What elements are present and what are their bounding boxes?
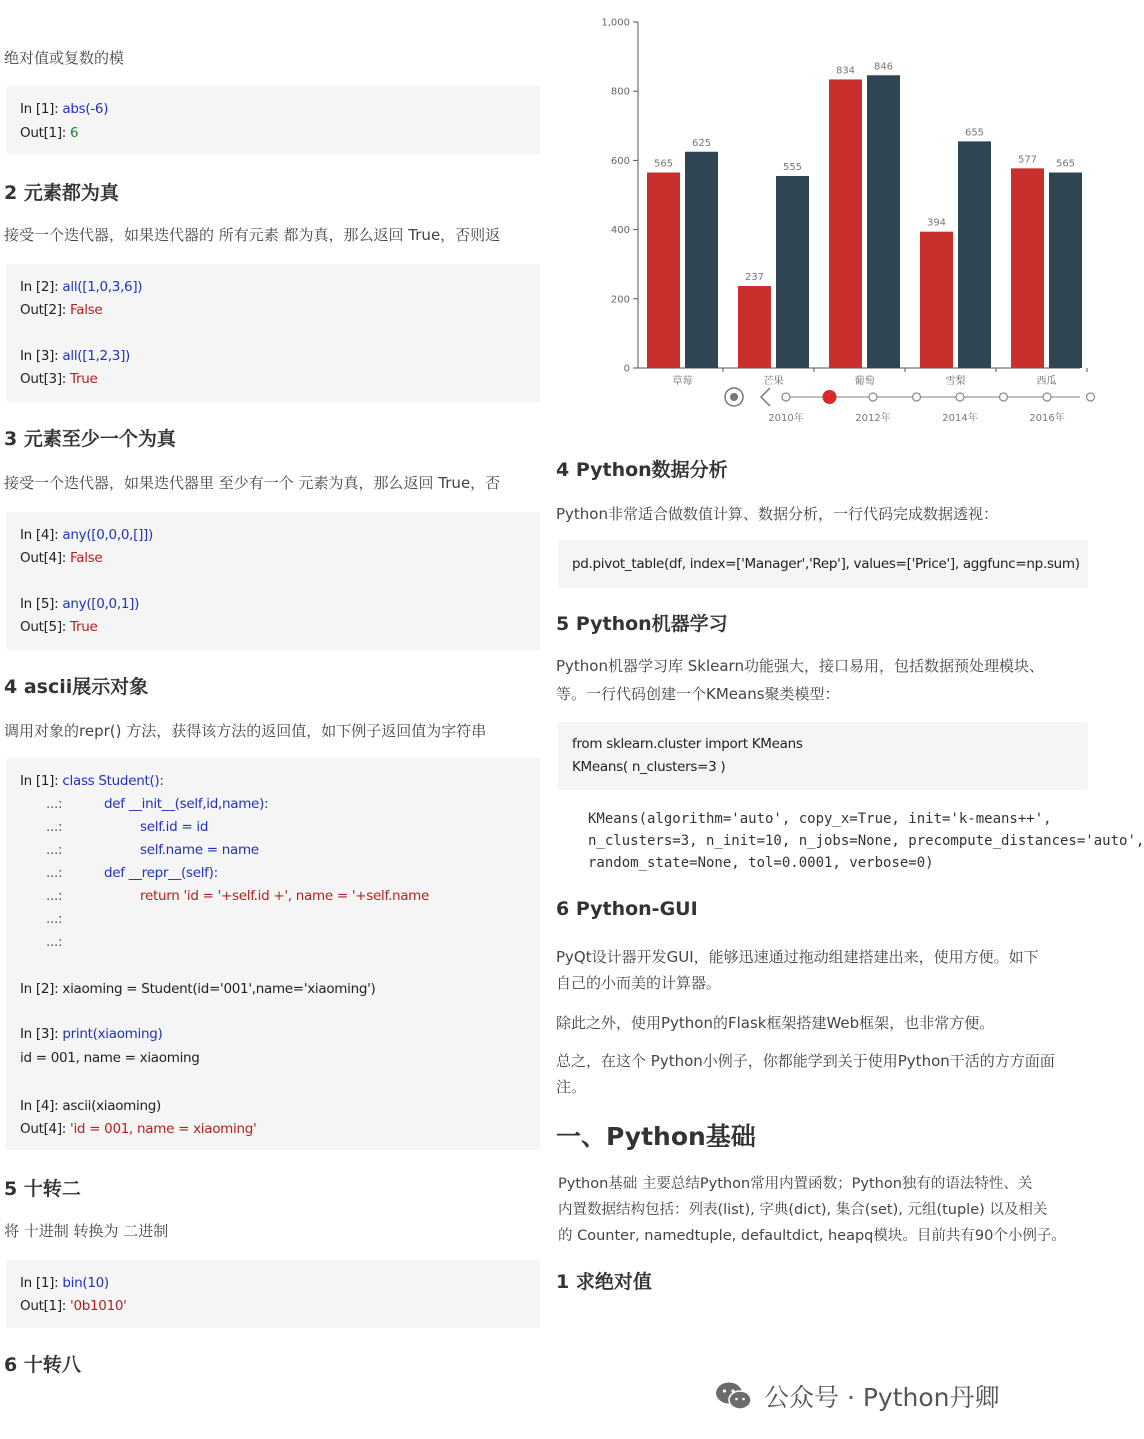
timeline-dot[interactable] bbox=[1000, 393, 1008, 401]
code-line: In [2]: xiaoming = Student(id='001',name='xiaoming') bbox=[20, 981, 376, 997]
code-line: In [1]: abs(-6) bbox=[20, 101, 109, 117]
code-line: Out[5]: True bbox=[20, 619, 98, 635]
code-line: In [3]: all([1,2,3]) bbox=[20, 348, 130, 364]
code-continuation: ...: bbox=[46, 934, 63, 950]
code-continuation: ...: bbox=[46, 888, 63, 904]
code-line: Out[3]: True bbox=[20, 371, 98, 387]
y-tick-label: 400 bbox=[610, 225, 630, 237]
timeline-dot[interactable] bbox=[782, 393, 790, 401]
code-block-kmeans bbox=[558, 722, 1088, 790]
bars bbox=[647, 61, 1082, 368]
y-tick-label: 200 bbox=[610, 294, 630, 306]
code-line: pd.pivot_table(df, index=['Manager','Rep'], values=['Price'], aggfunc=np.sum) bbox=[572, 556, 1080, 572]
bar-value-label: 625 bbox=[691, 137, 712, 149]
code-line: self.id = id bbox=[140, 819, 209, 835]
timeline-dot[interactable] bbox=[1087, 393, 1095, 401]
code-line: In [1]: bin(10) bbox=[20, 1275, 109, 1291]
bar-value-label: 565 bbox=[653, 158, 674, 170]
code-output: KMeans(algorithm='auto', copy_x=True, init='k-means++', bbox=[588, 811, 1052, 827]
timeline-dot[interactable] bbox=[1043, 393, 1051, 401]
paragraph: 自己的小而美的计算器。 bbox=[556, 974, 722, 992]
bar-value-label: 237 bbox=[744, 271, 765, 283]
code-continuation: ...: bbox=[46, 796, 63, 812]
code-line: return 'id = '+self.id +', name = '+self.name bbox=[140, 888, 430, 904]
bar bbox=[958, 141, 991, 368]
paragraph: PyQt设计器开发GUI，能够迅速通过拖动组建搭建出来，使用方便。如下 bbox=[556, 948, 1039, 966]
bar-value-label: 577 bbox=[1017, 154, 1038, 166]
code-line: In [1]: class Student(): bbox=[20, 773, 164, 789]
play-icon bbox=[730, 393, 738, 401]
timeline-dot[interactable] bbox=[956, 393, 964, 401]
section-desc: Python非常适合做数值计算、数据分析，一行代码完成数据透视： bbox=[556, 505, 998, 523]
code-output: random_state=None, tol=0.0001, verbose=0) bbox=[588, 855, 934, 871]
paragraph: 内置数据结构包括：列表(list), 字典(dict), 集合(set), 元组(tuple) 以及相关 bbox=[558, 1202, 1048, 1218]
bar-value-label: 565 bbox=[1055, 158, 1076, 170]
x-axis-labels bbox=[673, 368, 1088, 387]
right-column bbox=[548, 0, 1144, 1439]
intro-text: 绝对值或复数的模 bbox=[4, 49, 125, 67]
code-line: Out[1]: '0b1010' bbox=[20, 1298, 127, 1314]
section-desc: 调用对象的repr() 方法，获得该方法的返回值，如下例子返回值为字符串 bbox=[4, 722, 487, 740]
bar bbox=[647, 173, 680, 368]
section-desc: 接受一个迭代器，如果迭代器的 所有元素 都为真，那么返回 True，否则返 bbox=[4, 226, 501, 244]
y-tick-label: 600 bbox=[610, 155, 630, 167]
code-line: KMeans( n_clusters=3 ) bbox=[572, 759, 726, 775]
paragraph: Python基础 主要总结Python常用内置函数；Python独有的语法特性、关 bbox=[558, 1176, 1033, 1192]
code-line: Out[1]: 6 bbox=[20, 125, 79, 141]
y-tick-label: 0 bbox=[623, 363, 630, 375]
code-line: In [3]: print(xiaoming) bbox=[20, 1026, 163, 1042]
bar bbox=[738, 286, 771, 368]
timeline-label: 2014年 bbox=[942, 413, 978, 424]
timeline-label: 2016年 bbox=[1029, 413, 1065, 424]
code-line: def __repr__(self): bbox=[104, 865, 218, 881]
bar bbox=[867, 75, 900, 368]
left-column bbox=[0, 0, 548, 1439]
section-desc: Python机器学习库 Sklearn功能强大，接口易用，包括数据预处理模块、 bbox=[556, 657, 1044, 675]
bar bbox=[776, 176, 809, 368]
code-block-ascii bbox=[6, 758, 540, 1150]
bar-chart bbox=[548, 0, 1080, 440]
paragraph: 除此之外，使用Python的Flask框架搭建Web框架，也非常方便。 bbox=[556, 1014, 995, 1032]
code-block-bin bbox=[6, 1260, 540, 1328]
bar bbox=[685, 152, 718, 368]
chevron-left-icon[interactable] bbox=[761, 388, 770, 406]
code-continuation: ...: bbox=[46, 819, 63, 835]
timeline-dot[interactable] bbox=[913, 393, 921, 401]
code-line: from sklearn.cluster import KMeans bbox=[572, 736, 803, 752]
timeline-label: 2010年 bbox=[768, 413, 804, 424]
code-block-abs bbox=[6, 86, 540, 154]
paragraph: 注。 bbox=[556, 1078, 587, 1096]
code-output: n_clusters=3, n_init=10, n_jobs=None, precompute_distances='auto', bbox=[588, 833, 1144, 849]
code-continuation: ...: bbox=[46, 911, 63, 927]
bar-value-label: 846 bbox=[873, 61, 894, 73]
bar bbox=[829, 79, 862, 368]
paragraph: 总之，在这个 Python小例子，你都能学到关于使用Python干活的方方面面 bbox=[556, 1052, 1055, 1070]
part-title: 一、Python基础 bbox=[556, 1122, 756, 1151]
section-title: 4 Python数据分析 bbox=[556, 459, 728, 481]
code-line: In [4]: any([0,0,0,[]]) bbox=[20, 527, 153, 543]
code-line: In [4]: ascii(xiaoming) bbox=[20, 1098, 161, 1114]
code-line: In [5]: any([0,0,1]) bbox=[20, 596, 140, 612]
section-title: 6 十转八 bbox=[4, 1354, 81, 1376]
timeline-dot-active[interactable] bbox=[823, 390, 837, 404]
wechat-icon bbox=[714, 1380, 754, 1412]
code-line: self.name = name bbox=[140, 842, 259, 858]
y-tick-label: 1,000 bbox=[601, 17, 630, 29]
bar-value-label: 555 bbox=[782, 161, 803, 173]
section-title: 3 元素至少一个为真 bbox=[4, 428, 176, 450]
code-line: Out[4]: 'id = 001, name = xiaoming' bbox=[20, 1121, 257, 1137]
timeline-dot[interactable] bbox=[869, 393, 877, 401]
bar-value-label: 834 bbox=[835, 65, 856, 77]
section-title: 5 十转二 bbox=[4, 1178, 81, 1200]
section-title: 2 元素都为真 bbox=[4, 182, 119, 204]
section-desc: 等。一行代码创建一个KMeans聚类模型： bbox=[556, 685, 840, 703]
bar-value-label: 655 bbox=[964, 127, 985, 139]
section-title: 5 Python机器学习 bbox=[556, 613, 728, 635]
code-continuation: ...: bbox=[46, 865, 63, 881]
x-tick-label: 芒果 bbox=[763, 376, 784, 387]
code-continuation: ...: bbox=[46, 842, 63, 858]
bar bbox=[920, 232, 953, 368]
y-tick-label: 800 bbox=[610, 86, 630, 98]
x-tick-label: 雪梨 bbox=[945, 376, 966, 387]
timeline-label: 2012年 bbox=[855, 413, 891, 424]
bar bbox=[1011, 168, 1044, 368]
code-output: id = 001, name = xiaoming bbox=[20, 1050, 200, 1066]
section-title: 6 Python-GUI bbox=[556, 898, 698, 920]
bar-value-label: 394 bbox=[926, 217, 947, 229]
x-tick-label: 西瓜 bbox=[1036, 376, 1057, 387]
timeline[interactable] bbox=[725, 388, 1095, 424]
code-line: Out[4]: False bbox=[20, 550, 103, 566]
section-desc: 接受一个迭代器，如果迭代器里 至少有一个 元素为真，那么返回 True，否 bbox=[4, 474, 501, 492]
watermark-text: 公众号 · Python丹卿 bbox=[764, 1383, 1000, 1412]
x-tick-label: 草莓 bbox=[672, 376, 693, 387]
code-line: In [2]: all([1,0,3,6]) bbox=[20, 279, 143, 295]
code-line: def __init__(self,id,name): bbox=[104, 796, 269, 812]
bar bbox=[1049, 173, 1082, 368]
section-title: 4 ascii展示对象 bbox=[4, 676, 149, 698]
paragraph: 的 Counter, namedtuple, defaultdict, heapq模块。目前共有90个小例子。 bbox=[558, 1228, 1066, 1244]
section-title: 1 求绝对值 bbox=[556, 1271, 652, 1293]
x-tick-label: 葡萄 bbox=[854, 376, 875, 387]
code-line: Out[2]: False bbox=[20, 302, 103, 318]
watermark bbox=[714, 1378, 1000, 1414]
section-desc: 将 十进制 转换为 二进制 bbox=[4, 1222, 169, 1240]
